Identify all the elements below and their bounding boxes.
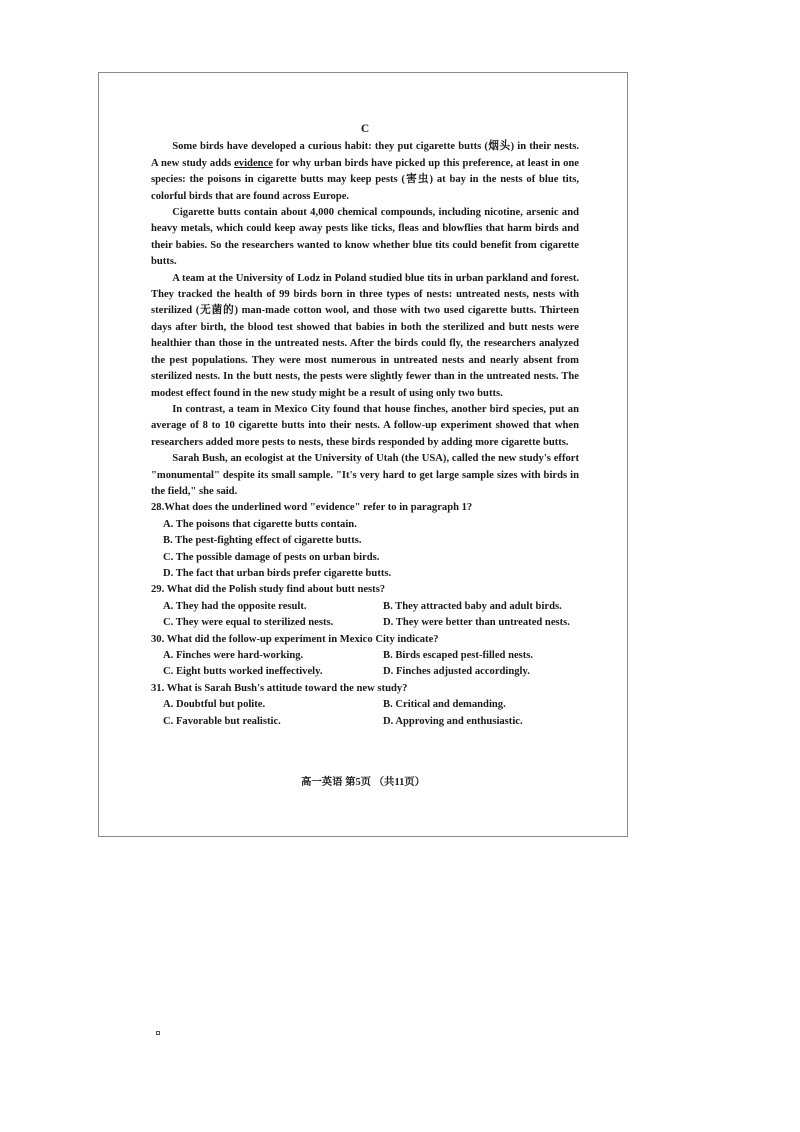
option-a: A. They had the opposite result. — [163, 600, 307, 612]
option-d: D. They were better than untreated nests. — [383, 617, 570, 629]
option-row — [151, 615, 579, 631]
paragraph-3: A team at the University of Lodz in Poland studied blue tits in urban parkland and forest. They tracked the health of 99 birds born in three types of nests: untreated nests, nests with sterilized (无菌的) man-made cotton wool, and those with two used cigarette butts. Thirteen days after birth, the blood test showed that babies in both the sterilized and butt nests were healthier than those in the untreated nests. After the birds could fly, the researchers analyzed the pest populations. They were most numerous in untreated nests and nearly absent from sterilized nests. In the butt nests, the pests were slightly fewer than in the untreated nests. The modest effect found in the new study might be a result of using only two butts. — [151, 272, 579, 399]
option-row — [151, 648, 579, 664]
option-b: B. Birds escaped pest-filled nests. — [383, 650, 534, 661]
option-b: B. Critical and demanding. — [383, 699, 506, 711]
exam-page — [98, 72, 628, 837]
underlined-word: evidence — [234, 157, 273, 169]
paragraph-5: Sarah Bush, an ecologist at the University of Utah (the USA), called the new study's effort "monumental" despite its small sample. "It's very hard to get large sample sizes with birds in the field," she said. — [151, 453, 579, 497]
option-c: C. Favorable but realistic. — [163, 715, 281, 727]
paragraph-1 — [151, 139, 579, 205]
option-row — [151, 697, 579, 713]
option-b: B. They attracted baby and adult birds. — [383, 600, 562, 612]
page-footer: 高一英语 第5页 （共11页） — [300, 777, 426, 788]
option-c: C. They were equal to sterilized nests. — [163, 617, 334, 629]
question-stem: 29. What did the Polish study find about butt nests? — [151, 584, 386, 596]
stray-mark — [156, 1031, 160, 1035]
paragraph-1-after: for why urban birds have picked up this preference, at least in one species: the poisons in cigarette butts may keep pests (害虫) at bay in the nests of blue tits, colorful birds that are found across Europe. — [151, 157, 579, 202]
paragraph-2: Cigarette butts contain about 4,000 chemical compounds, including nicotine, arsenic and heavy metals, which could keep away pests like ticks, fleas and blowflies that harm birds and their babies. So the researchers wanted to know whether blue tits could benefit from cigarette butts. — [151, 207, 579, 268]
question-28 — [151, 500, 579, 582]
option-row — [151, 664, 579, 680]
section-title: C — [360, 123, 370, 135]
question-31 — [151, 681, 579, 730]
question-stem: 31. What is Sarah Bush's attitude toward the new study? — [151, 682, 408, 694]
passage-content — [151, 121, 579, 730]
option-b: B. The pest-fighting effect of cigarette butts. — [163, 535, 362, 547]
option-d: D. Finches adjusted accordingly. — [383, 666, 530, 678]
option-row — [151, 714, 579, 730]
option-c: C. Eight butts worked ineffectively. — [163, 666, 323, 678]
option-a: A. The poisons that cigarette butts contain. — [163, 518, 357, 530]
question-stem: 30. What did the follow-up experiment in Mexico City indicate? — [151, 633, 439, 645]
option-d: D. The fact that urban birds prefer cigarette butts. — [163, 567, 392, 579]
option-row — [151, 599, 579, 615]
paragraph-4: In contrast, a team in Mexico City found that house finches, another bird species, put an average of 8 to 10 cigarette butts into their nests. A follow-up experiment showed that when researchers added more pests to nests, these birds responded by adding more cigarette butts. — [151, 403, 579, 448]
question-30 — [151, 632, 579, 681]
option-a: A. Finches were hard-working. — [163, 650, 304, 661]
question-stem: 28.What does the underlined word "evidence" refer to in paragraph 1? — [151, 502, 473, 514]
paragraph-1-before: Some birds have developed a curious habit: they put cigarette butts (烟头) in their nests. A new study adds — [151, 141, 579, 169]
question-29 — [151, 582, 579, 631]
option-a: A. Doubtful but polite. — [163, 699, 266, 711]
option-c: C. The possible damage of pests on urban birds. — [163, 551, 380, 563]
option-d: D. Approving and enthusiastic. — [383, 715, 523, 727]
